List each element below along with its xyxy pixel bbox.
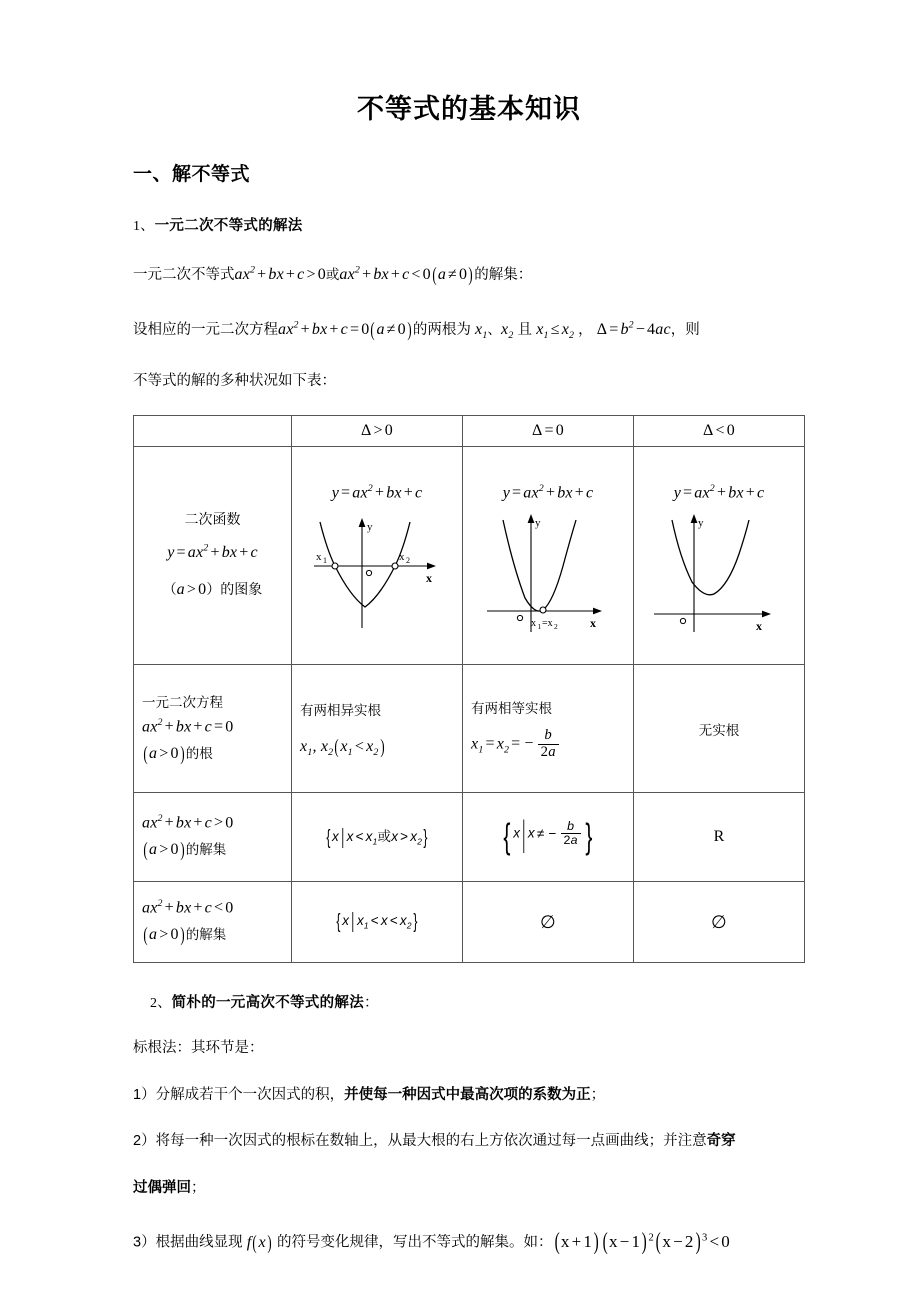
row1-label-line3: （a > 0）的图象	[162, 580, 263, 598]
svg-text:x: x	[426, 570, 432, 585]
roots-cell-delta-neg: 无实根	[634, 665, 805, 793]
row1-label-line2: $y = ax^2$ + bx + c	[167, 542, 258, 562]
svg-text:1: 1	[323, 555, 327, 565]
table-row	[134, 447, 805, 665]
svg-text:1: 1	[537, 621, 542, 631]
solution-greater-delta-zero: { x | x ≠ − $\frac{b}{2a}$ }	[463, 793, 634, 882]
row3-label-line2: (a > 0)的解集	[143, 838, 227, 861]
solution-greater-delta-pos: {x | $x < x_1$或$x > x_2$}	[292, 793, 463, 882]
solution-less-delta-zero	[463, 882, 634, 963]
intro-line-2-tail: ，则	[670, 321, 700, 338]
intro-line-1-prefix: 一元二次不等式	[133, 267, 235, 284]
row1-label-line1: 二次函数	[184, 510, 241, 527]
subsection-2-text: 简朴的一元高次不等式的解法	[171, 995, 365, 1012]
svg-text:y: y	[367, 520, 373, 533]
step-2-number: 2）	[133, 1133, 156, 1150]
step-2-continuation-tail: ；	[191, 1179, 206, 1196]
svg-text:x: x	[316, 550, 322, 563]
formula-quad-lt0: $ax^2$ + bx + c < 0(a ≠ 0)	[339, 264, 473, 287]
table-row	[134, 882, 805, 963]
subsection-heading-2	[133, 963, 805, 1012]
intro-comma: 、	[487, 321, 502, 337]
row-label-solution-less	[134, 882, 292, 963]
solution-less-neg-value: ∅	[711, 911, 727, 932]
solution-less-delta-neg	[634, 882, 805, 963]
intro-line-2: 设相应的一元二次方程$ax^2$ + bx + c = 0(a ≠ 0)的两根为 $x_1$、$x_2$ 且 $x_1 \le x_2$ ， $\Delta = b^2 - 4ac$，则	[133, 319, 700, 342]
row-label-quadratic-equation	[134, 665, 292, 793]
table-header-delta-zero: Δ = 0	[463, 416, 634, 447]
step-3-normal-a: 根据曲线显现	[155, 1235, 243, 1252]
subsection-1-text: 一元二次不等式的解法	[154, 218, 303, 235]
row3-label-line1: $ax^2$ + bx + c > 0	[142, 812, 234, 831]
intro-or: 或	[325, 267, 340, 283]
svg-text:y: y	[698, 516, 704, 529]
graph-cell-delta-neg	[634, 447, 805, 665]
step-2-continuation	[133, 1152, 805, 1199]
graph-equation-zero: $y = ax^2$ + bx + c	[502, 482, 594, 501]
roots-cell-delta-pos	[292, 665, 463, 793]
step-2-normal: 将每一种一次因式的根标在数轴上，从最大根的右上方依次通过每一点画曲线；并注意	[155, 1133, 707, 1150]
step-2-bold: 奇穿	[706, 1133, 736, 1150]
subsection-2-number: 2、	[150, 996, 172, 1012]
formula-quad-eq0: $ax^2$ + bx + c = 0(a ≠ 0)	[278, 319, 412, 342]
svg-text:2: 2	[554, 621, 558, 631]
graph-cell-delta-zero	[463, 447, 634, 665]
solution-greater-delta-neg	[634, 793, 805, 882]
row-label-quadratic-function	[134, 447, 292, 665]
svg-text:=x: =x	[542, 617, 553, 629]
intro-line-2-and: 且	[517, 321, 533, 338]
step-1-number: 1）	[133, 1086, 156, 1103]
step-3-number: 3）	[133, 1235, 156, 1252]
solution-less-zero-value: ∅	[540, 911, 556, 932]
graph-cell-delta-pos	[292, 447, 463, 665]
root-x1: $x_1$	[470, 320, 488, 342]
parabola-no-root-graph	[644, 506, 794, 641]
row2-label-line2: $ax^2$ + bx + c = 0	[142, 717, 234, 736]
table-row	[134, 793, 805, 882]
row2-label-line1: 一元二次方程	[142, 695, 223, 711]
table-header-corner	[134, 416, 292, 447]
table-header-row	[134, 416, 805, 447]
intro-line-1-suffix: 的解集：	[474, 267, 533, 284]
table-header-delta-neg: Δ < 0	[634, 416, 805, 447]
row4-label-line1: $ax^2$ + bx + c < 0	[142, 897, 234, 916]
parabola-tangent-graph	[473, 506, 623, 641]
svg-text:x: x	[399, 550, 405, 563]
svg-text:x: x	[590, 615, 596, 630]
roots-zero-formula: $x_1 = x_2$ = − $\frac{b}{2a}$	[471, 725, 625, 764]
section-heading-1: 一、解不等式	[133, 164, 251, 186]
row2-label-line3: (a > 0)的根	[143, 743, 213, 766]
intro-line-2-mid: 的两根为	[412, 321, 471, 338]
step-3-formula: (x + 1) (x − 1) $^2$(x − 2) $^3$ < 0	[554, 1228, 730, 1256]
parabola-two-roots-graph	[302, 506, 452, 641]
solution-less-delta-pos: {x | $x_1 < x < x_2$}	[292, 882, 463, 963]
quadratic-summary-table	[133, 415, 805, 963]
roots-zero-text: 有两相等实根	[471, 700, 552, 716]
svg-text:2: 2	[406, 555, 410, 565]
roots-pos-formula: $x_1$, $x_2(x_1 < x_2)$	[300, 735, 385, 758]
graph-equation-pos: $y = ax^2$ + bx + c	[331, 482, 423, 501]
method-line: 标根法：其环节是：	[133, 1040, 264, 1057]
row-label-solution-greater	[134, 793, 292, 882]
step-1-tail: ；	[590, 1086, 606, 1103]
intro-line-3: 不等式的解的多种状况如下表：	[133, 372, 336, 389]
step-3-fx: f(x)	[242, 1232, 272, 1255]
solution-greater-neg-value: R	[713, 828, 725, 846]
document-content	[133, 0, 805, 1259]
subsection-heading-1	[133, 186, 805, 235]
table-header-delta-pos: Δ > 0	[292, 416, 463, 447]
step-1-normal: 分解成若干个一次因式的积，	[155, 1086, 345, 1103]
row4-label-line2: (a > 0)的解集	[143, 923, 227, 946]
subsection-2-colon: ：	[364, 995, 379, 1012]
table-row	[134, 665, 805, 793]
graph-equation-neg: $y = ax^2$ + bx + c	[673, 482, 765, 501]
step-1-bold: 并使每一种因式中最高次项的系数为正	[344, 1086, 591, 1103]
roots-pos-text: 有两相异实根	[300, 702, 381, 718]
step-3	[133, 1198, 805, 1258]
svg-text:x: x	[756, 618, 762, 633]
intro-line-1	[133, 235, 805, 290]
formula-discriminant: $\Delta = b^2 - 4ac$	[596, 319, 671, 338]
step-2-continuation-bold: 过偶弹回	[133, 1179, 191, 1196]
subsection-1-number: 1、	[133, 219, 155, 235]
svg-text:y: y	[535, 516, 541, 529]
svg-text:x: x	[531, 617, 536, 629]
roots-cell-delta-zero	[463, 665, 634, 793]
step-3-normal-b: 的符号变化规律，写出不等式的解集。如：	[277, 1235, 553, 1252]
root-order: $x_1 \le x_2$	[532, 320, 575, 342]
formula-quad-gt0: $ax^2$ + bx + c > 0	[234, 265, 326, 284]
intro-line-2-prefix: 设相应的一元二次方程	[133, 321, 278, 338]
step-1	[133, 1059, 805, 1106]
page-title: 不等式的基本知识	[357, 94, 581, 124]
root-x2: $x_2$	[501, 320, 514, 342]
step-2	[133, 1105, 805, 1152]
